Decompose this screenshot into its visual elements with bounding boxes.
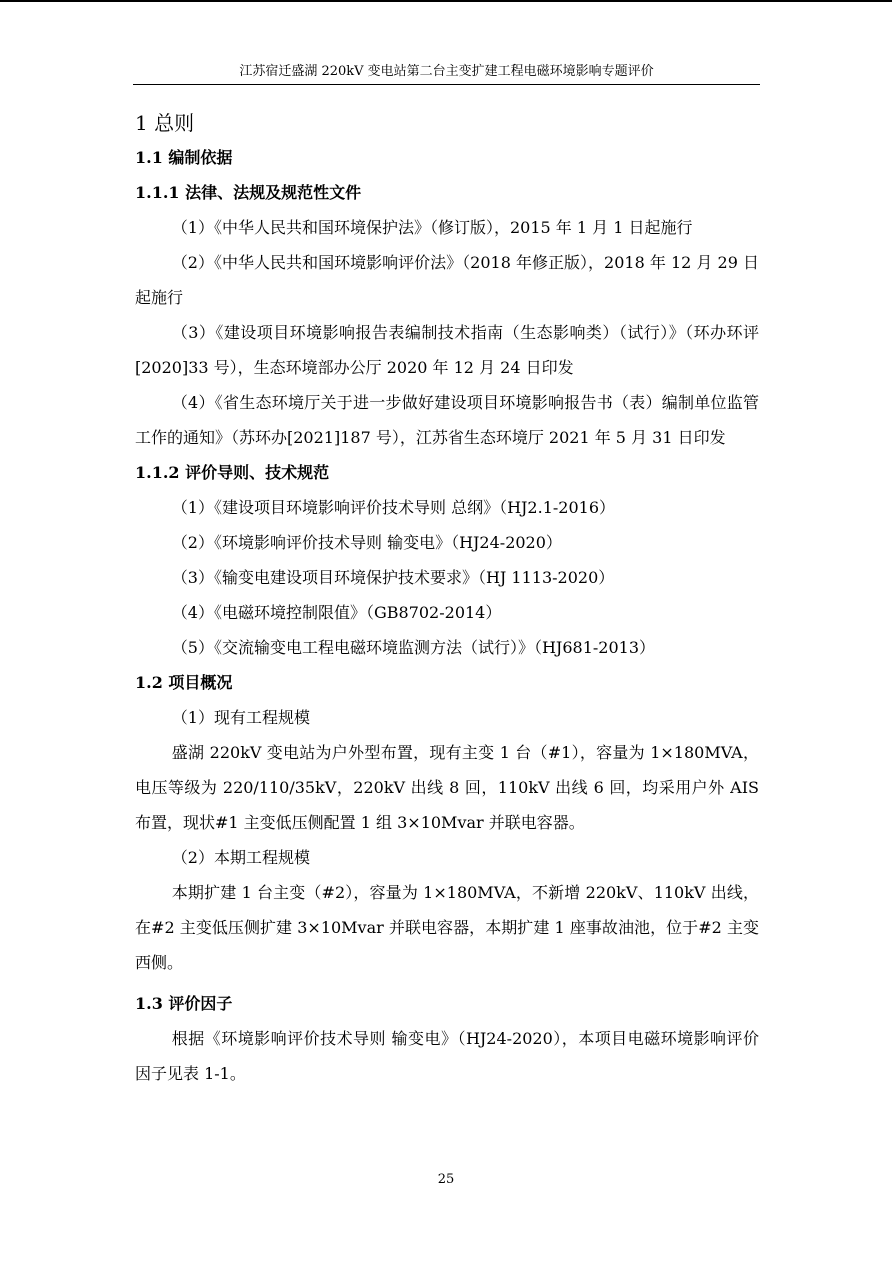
existing-scale-text: 盛湖 220kV 变电站为户外型布置，现有主变 1 台（#1），容量为 1×180MVA，电压等级为 220/110/35kV，220kV 出线 8 回，110kV 出线 6 回，均采用户外 AIS 布置，现状#1 主变低压侧配置 1 组 3×10Mvar 并联电容器。 bbox=[135, 743, 759, 832]
standard-item: （5）《交流输变电工程电磁环境监测方法（试行）》（HJ681-2013） bbox=[171, 638, 656, 657]
section-1-title: 1 总则 bbox=[135, 111, 195, 135]
existing-scale-label: （1）现有工程规模 bbox=[171, 708, 310, 727]
section-1-1-1-title: 1.1.1 法律、法规及规范性文件 bbox=[135, 183, 362, 202]
law-item: （3）《建设项目环境影响报告表编制技术指南（生态影响类）（试行）》（环办环评[2020]33 号），生态环境部办公厅 2020 年 12 月 24 日印发 bbox=[135, 323, 759, 377]
page-top-border bbox=[0, 0, 892, 2]
current-scale-label: （2）本期工程规模 bbox=[171, 848, 310, 867]
section-1-2-title: 1.2 项目概况 bbox=[135, 673, 233, 692]
evaluation-factor-text: 根据《环境影响评价技术导则 输变电》（HJ24-2020），本项目电磁环境影响评价因子见表 1-1。 bbox=[135, 1029, 759, 1083]
law-item: （1）《中华人民共和国环境保护法》（修订版），2015 年 1 月 1 日起施行 bbox=[171, 218, 693, 237]
section-1-1-2-title: 1.1.2 评价导则、技术规范 bbox=[135, 463, 330, 482]
running-header: 江苏宿迁盛湖 220kV 变电站第二台主变扩建工程电磁环境影响专题评价 bbox=[133, 62, 760, 85]
law-item: （4）《省生态环境厅关于进一步做好建设项目环境影响报告书（表）编制单位监管工作的通知》（苏环办[2021]187 号），江苏省生态环境厅 2021 年 5 月 31 日印发 bbox=[135, 393, 759, 447]
standard-item: （2）《环境影响评价技术导则 输变电》（HJ24-2020） bbox=[171, 533, 562, 552]
standard-item: （3）《输变电建设项目环境保护技术要求》（HJ 1113-2020） bbox=[171, 568, 615, 587]
law-item: （2）《中华人民共和国环境影响评价法》（2018 年修正版），2018 年 12 月 29 日起施行 bbox=[135, 253, 759, 307]
section-1-1-title: 1.1 编制依据 bbox=[135, 148, 233, 167]
page-number: 25 bbox=[437, 1172, 455, 1187]
standard-item: （4）《电磁环境控制限值》（GB8702-2014） bbox=[171, 603, 502, 622]
current-scale-text: 本期扩建 1 台主变（#2），容量为 1×180MVA，不新增 220kV、110kV 出线，在#2 主变低压侧扩建 3×10Mvar 并联电容器，本期扩建 1 座事故油池，位于#2 主变西侧。 bbox=[135, 883, 759, 972]
document-body bbox=[135, 106, 759, 1091]
section-1-3-title: 1.3 评价因子 bbox=[135, 994, 233, 1013]
standard-item: （1）《建设项目环境影响评价技术导则 总纲》（HJ2.1-2016） bbox=[171, 498, 616, 517]
